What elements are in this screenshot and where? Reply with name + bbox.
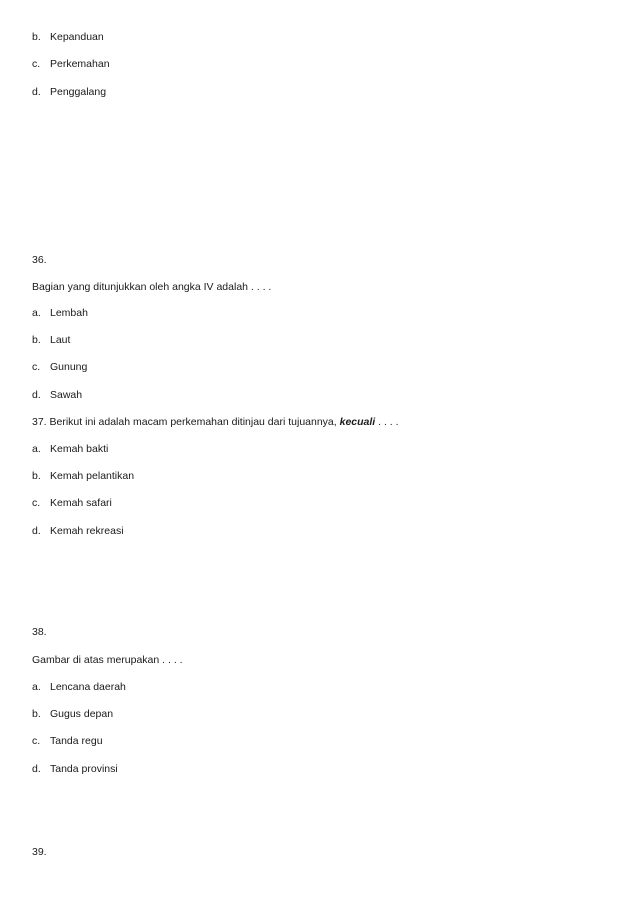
option-text: Penggalang — [50, 86, 107, 98]
q38-option-b — [32, 708, 113, 720]
q35-option-d — [32, 86, 106, 98]
option-letter: a. — [32, 681, 41, 693]
option-text: Tanda provinsi — [50, 763, 118, 775]
q38-question: Gambar di atas merupakan . . . . — [32, 654, 183, 666]
option-letter: c. — [32, 735, 41, 747]
q35-option-c — [32, 58, 110, 70]
q37-question-suffix: . . . . — [378, 416, 399, 428]
q37-keyword: kecuali — [339, 416, 376, 428]
option-letter: b. — [32, 31, 41, 43]
option-text: Lembah — [50, 307, 88, 319]
option-letter: b. — [32, 334, 41, 346]
q37-option-c — [32, 497, 112, 509]
option-letter: d. — [32, 86, 41, 98]
q38-option-c — [32, 735, 103, 747]
option-text: Gunung — [50, 361, 88, 373]
option-text: Kepanduan — [50, 31, 104, 43]
q37-option-d — [32, 525, 124, 537]
option-letter: a. — [32, 307, 41, 319]
q35-option-b — [32, 31, 104, 43]
option-letter: c. — [32, 497, 41, 509]
q36-option-d — [32, 389, 82, 401]
q37-option-a — [32, 443, 108, 455]
option-text: Perkemahan — [50, 58, 110, 70]
option-letter: c. — [32, 361, 41, 373]
option-letter: d. — [32, 525, 41, 537]
option-text: Kemah safari — [50, 497, 112, 509]
q37-question — [32, 416, 399, 428]
q36-question: Bagian yang ditunjukkan oleh angka IV adalah . . . . — [32, 281, 272, 293]
q39-number: 39. — [32, 846, 47, 858]
q37-question-prefix: 37. Berikut ini adalah macam perkemahan ditinjau dari tujuannya, — [32, 416, 337, 428]
option-text: Kemah rekreasi — [50, 525, 124, 537]
option-text: Lencana daerah — [50, 681, 126, 693]
option-letter: d. — [32, 389, 41, 401]
option-letter: b. — [32, 470, 41, 482]
q38-option-d — [32, 763, 118, 775]
q36-number: 36. — [32, 254, 47, 266]
option-letter: d. — [32, 763, 41, 775]
q36-option-a — [32, 307, 88, 319]
option-text: Tanda regu — [50, 735, 103, 747]
option-text: Kemah bakti — [50, 443, 109, 455]
option-letter: c. — [32, 58, 41, 70]
q37-option-b — [32, 470, 134, 482]
q36-option-b — [32, 334, 70, 346]
option-text: Gugus depan — [50, 708, 114, 720]
option-letter: b. — [32, 708, 41, 720]
q38-option-a — [32, 681, 126, 693]
option-text: Sawah — [50, 389, 83, 401]
option-letter: a. — [32, 443, 41, 455]
option-text: Kemah pelantikan — [50, 470, 135, 482]
q36-option-c — [32, 361, 87, 373]
q38-number: 38. — [32, 626, 47, 638]
option-text: Laut — [50, 334, 71, 346]
